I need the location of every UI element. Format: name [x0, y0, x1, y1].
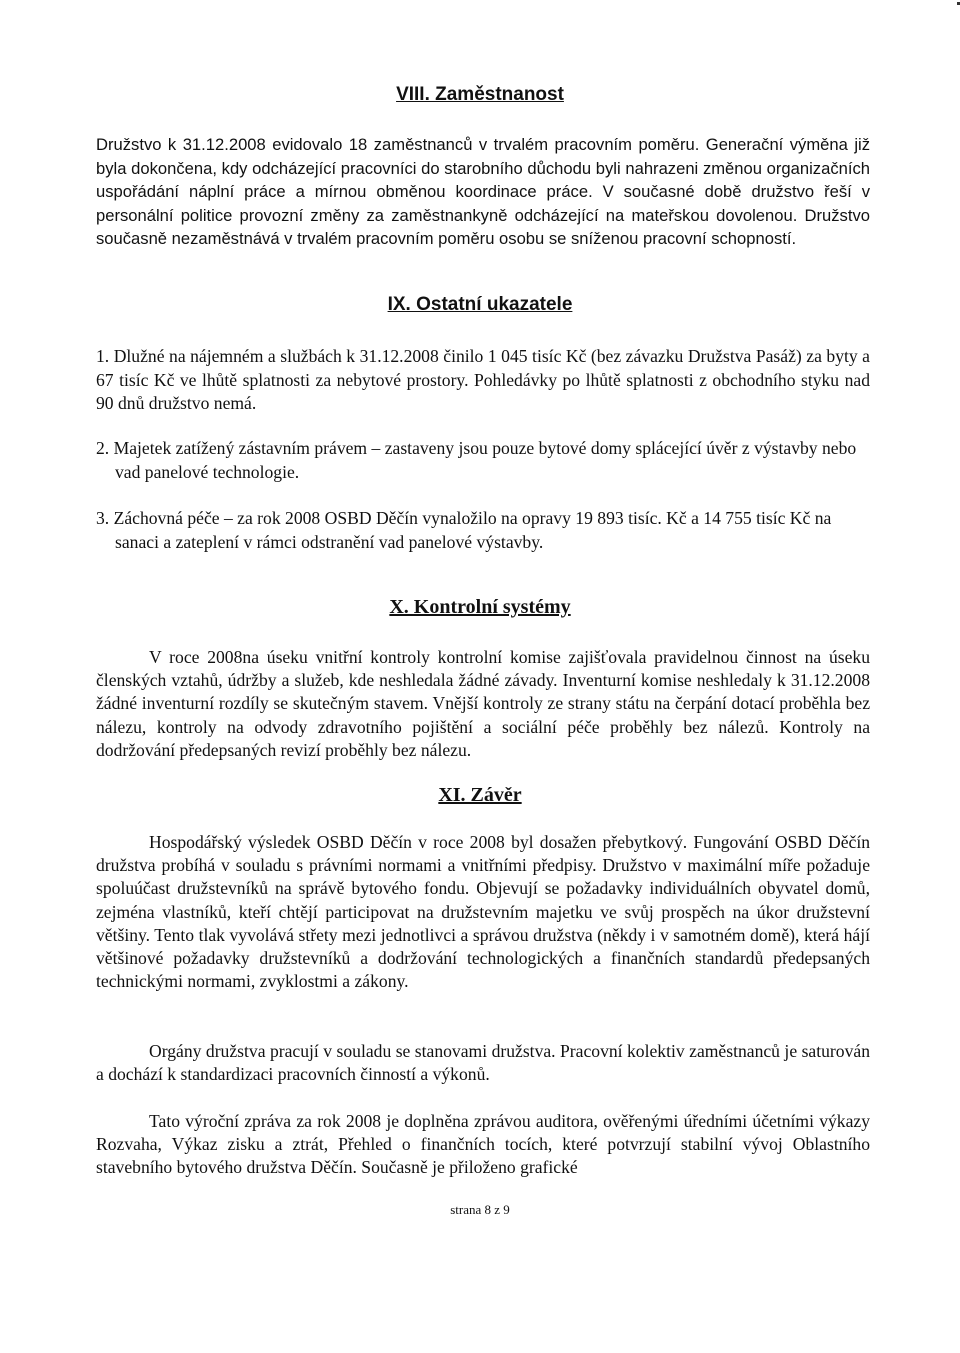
- section-x-title: X. Kontrolní systémy: [389, 596, 571, 618]
- section-ix-title: IX. Ostatní ukazatele: [387, 294, 573, 315]
- section-ix-item-2: 2. Majetek zatížený zástavním právem – zastaveny jsou pouze bytové domy splácející úvěr z výstavby nebo vad panelové technologie.: [96, 438, 857, 482]
- section-viii-paragraph: Družstvo k 31.12.2008 evidovalo 18 zaměstnanců v trvalém pracovním poměru. Generační výměna již byla dokončena, kdy odcházející pracovníci do starobního důchodu byli nahrazeni změnou organizačních uspořádání náplní práce a mírnou obměnou koordinace práce. V současné době družstvo řeší v personální politice provozní změny za zaměstnankyně odcházející na mateřskou dovolenou. Družstvo současně nezaměstnává v trvalém pracovním poměru osobu se sníženou pracovní schopností.: [96, 135, 870, 248]
- section-viii-title: VIII. Zaměstnanost: [396, 84, 564, 105]
- section-xi-title: XI. Závěr: [438, 784, 522, 806]
- page-number: strana 8 z 9: [450, 1202, 510, 1217]
- section-xi-paragraph-1: Hospodářský výsledek OSBD Děčín v roce 2008 byl dosažen přebytkový. Fungování OSBD Děčín družstva probíhá v souladu s právními normami a vnitřními předpisy. Družstvo v maximální míře požaduje spoluúčast družstevníků na správě bytového fondu. Objevují se požadavky individuálních obyvatel domů, zejména vlastníků, kteří chtějí participovat na družstevním majetku ve svůj prospěch na úkor družstevní většiny. Tento tlak vyvolává střety mezi jednotlivci a správou družstva (někdy i v samotném domě), která hájí většinové požadavky družstevníků a dodržování technologických a finančních standardů předepsaných technickými normami, zvyklostmi a zákony.: [96, 832, 870, 992]
- section-ix-item-3: 3. Záchovná péče – za rok 2008 OSBD Děčín vynaložilo na opravy 19 893 tisíc. Kč a 14 755 tisíc Kč na sanaci a zateplení v rámci odstranění vad panelové výstavby.: [96, 508, 832, 552]
- section-xi-paragraph-2: Orgány družstva pracují v souladu se stanovami družstva. Pracovní kolektiv zaměstnanců je saturován a dochází k standardizaci pracovních činností a výkonů.: [96, 1041, 870, 1085]
- section-xi-paragraph-3: Tato výroční zpráva za rok 2008 je doplněna zprávou auditora, ověřenými úředními účetními výkazy Rozvaha, Výkaz zisku a ztrát, Přehled o finančních tocích, které potvrzují stabilní vývoj Oblastního stavebního bytového družstva Děčín. Současně je přiloženo grafické: [96, 1111, 870, 1178]
- section-ix-item-1: 1. Dlužné na nájemném a službách k 31.12.2008 činilo 1 045 tisíc Kč (bez závazku Družstva Pasáž) za byty a 67 tisíc Kč ve lhůtě splatnosti za nebytové prostory. Pohledávky po lhůtě splatnosti z obchodního styku nad 90 dnů družstvo nemá.: [96, 346, 870, 413]
- section-x-paragraph: V roce 2008na úseku vnitřní kontroly kontrolní komise zajišťovala pravidelnou činnost na úseku členských vztahů, údržby a služeb, kde neshledala žádné závady. Inventurní komise neshledaly k 31.12.2008 žádné inventurní rozdíly se skutečným stavem. Vnější kontroly ze strany státu na čerpání dotací proběhla bez nálezu, kontroly na odvody zdravotního pojištění a sociální péče proběhly bez nálezů. Kontroly na dodržování předepsaných revizí proběhly bez nálezu.: [96, 647, 870, 760]
